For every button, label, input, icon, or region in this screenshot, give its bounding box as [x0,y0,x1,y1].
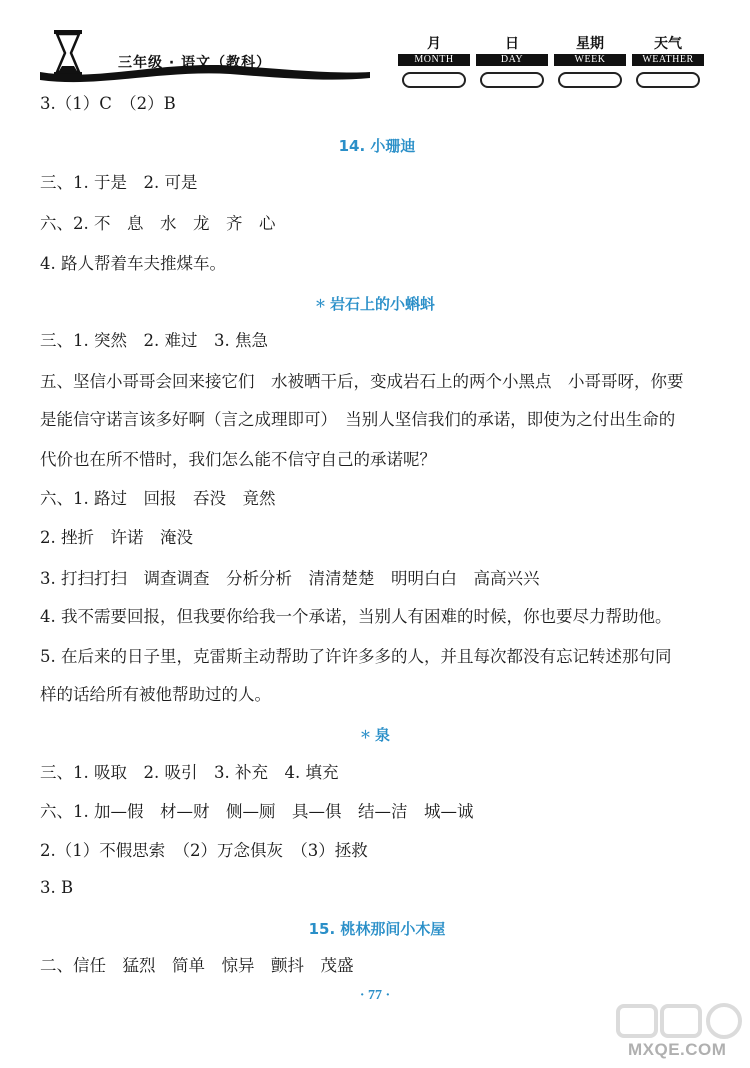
answer-line: 五、坚信小哥哥会回来接它们 水被晒干后，变成岩石上的两个小黑点 小哥哥呀，你要 [40,372,684,391]
weather-label: 天气 [654,36,682,52]
week-input-box[interactable] [558,72,622,88]
day-label: 日 [505,36,519,52]
section-title [0,724,750,745]
week-field [554,34,626,90]
section-title-text: 14. 小珊迪 [338,137,416,155]
page-number: · 77 · [359,988,391,1003]
section-title [0,293,750,314]
page-header [0,0,750,90]
section-title-text: 泉 [374,726,390,744]
day-label-en: DAY [476,54,548,66]
answer-line: 六、1. 加—假 材—财 侧—厕 具—俱 结—洁 城—诚 [40,802,474,821]
answer-line: 三、1. 吸取 2. 吸引 3. 补充 4. 填充 [40,763,339,782]
answer-line: 4. 我不需要回报，但我要你给我一个承诺，当别人有困难的时候，你也要尽力帮助他。 [40,607,672,626]
day-field [476,34,548,90]
month-field [398,34,470,90]
answer-line: 代价也在所不惜时，我们怎么能不信守自己的承诺呢？ [40,450,436,469]
answer-line: 三、1. 突然 2. 难过 3. 焦急 [40,331,268,350]
date-weather-table [398,34,706,90]
answer-line: 2.（1）不假思索 （2）万念俱灰 （3）拯救 [40,841,368,860]
answer-line: 3.（1）C （2）B [40,94,176,113]
section-title-text: 15. 桃林那间小木屋 [308,920,446,938]
answer-line: 六、1. 路过 回报 吞没 竟然 [40,489,276,508]
day-input-box[interactable] [480,72,544,88]
answer-line: 4. 路人帮着车夫推煤车。 [40,254,226,273]
answer-line: 二、信任 猛烈 简单 惊异 颤抖 茂盛 [40,956,354,975]
section-title [0,135,750,156]
answer-line: 3. B [40,878,74,897]
section-title-text: 岩石上的小蝌蚪 [329,295,435,313]
section-title [0,918,750,939]
grade-subject-label: 三年级 · 语文（教科） [118,55,272,71]
answer-line: 2. 挫折 许诺 淹没 [40,528,193,547]
weather-field [632,34,704,90]
month-label-en: MONTH [398,54,470,66]
hourglass-icon [40,28,100,80]
watermark-text: MXQE.COM [628,1040,727,1059]
month-label: 月 [427,36,441,52]
star-icon: ＊ [359,728,371,741]
month-input-box[interactable] [402,72,466,88]
answer-line: 样的话给所有被他帮助过的人。 [40,685,271,704]
week-label-en: WEEK [554,54,626,66]
weather-input-box[interactable] [636,72,700,88]
answer-line: 六、2. 不 息 水 龙 齐 心 [40,214,276,233]
star-icon: ＊ [314,297,326,310]
answer-line: 三、1. 于是 2. 可是 [40,173,198,192]
weather-label-en: WEATHER [632,54,704,66]
answer-line: 是能信守诺言该多好啊（言之成理即可） 当别人坚信我们的承诺，即使为之付出生命的 [40,410,676,429]
answer-line: 5. 在后来的日子里，克雷斯主动帮助了许许多多的人，并且每次都没有忘记转述那句同 [40,647,672,666]
answer-line: 3. 打扫打扫 调查调查 分析分析 清清楚楚 明明白白 高高兴兴 [40,569,540,588]
week-label: 星期 [576,36,604,52]
